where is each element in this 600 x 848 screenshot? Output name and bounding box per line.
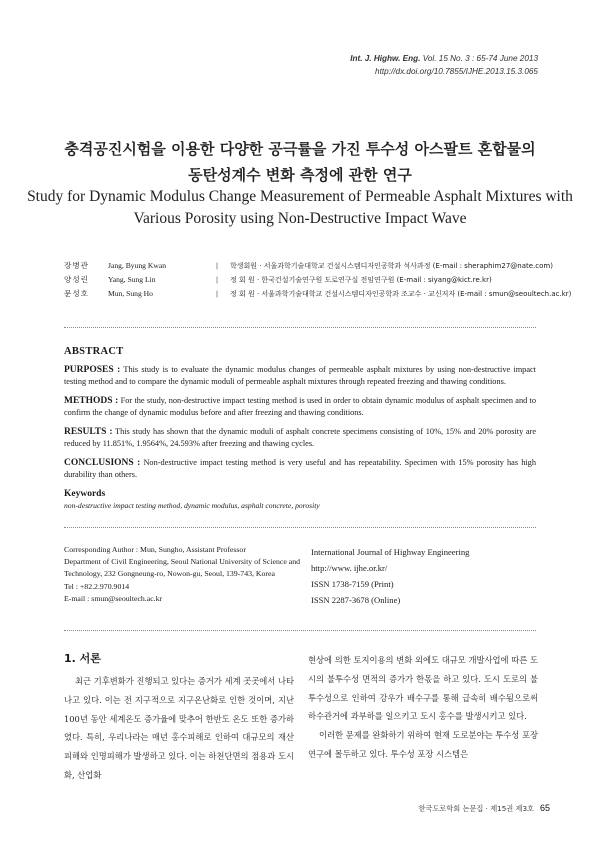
doi-link[interactable]: http://dx.doi.org/10.7855/IJHE.2013.15.3.065: [375, 67, 538, 76]
abstract-results: [64, 426, 536, 450]
journal-info-block: [311, 544, 541, 608]
english-title-line-1: Study for Dynamic Modulus Change Measurement of Permeable Asphalt Mixtures with: [27, 188, 573, 205]
corresponding-author-block: [64, 544, 304, 605]
english-title: [0, 186, 600, 230]
author-divider: |: [216, 289, 218, 298]
body-column-right: [308, 651, 538, 764]
author-affiliation: 학생회원 · 서울과학기술대학교 건설시스템디자인공학과 석사과정 (E-mail : sheraphim27@nate.com): [230, 262, 553, 270]
korean-title-line-2: 동탄성계수 변화 측정에 관한 연구: [188, 166, 412, 184]
abstract-heading: ABSTRACT: [64, 346, 124, 357]
issn-online: ISSN 2287-3678 (Online): [311, 595, 401, 605]
author-name-ko: 장병관: [64, 261, 90, 270]
section-heading: 1. 서론: [64, 652, 101, 665]
abstract-methods: [64, 395, 536, 419]
author-divider: |: [216, 275, 218, 284]
corresponding-line: Tel : +82.2.970.9014: [64, 581, 130, 591]
abstract-section: [64, 346, 536, 512]
corresponding-line: Corresponding Author : Mun, Sungho, Assistant Professor: [64, 545, 246, 554]
author-divider: |: [216, 261, 218, 270]
journal-name: International Journal of Highway Engineering: [311, 547, 470, 557]
footer-journal: 한국도로학회 논문집 · 제15권 제3호: [418, 804, 534, 813]
author-affiliation: 정 회 원 · 서울과학기술대학교 건설시스템디자인공학과 조교수 · 교신저자 (E-mail : smun@seoultech.ac.kr): [230, 290, 572, 298]
author-row: [64, 273, 571, 287]
author-list: [64, 259, 571, 301]
page-number: 65: [539, 803, 550, 813]
english-title-line-2: Various Porosity using Non-Destructive Impact Wave: [133, 210, 467, 227]
keywords-list: non-destructive impact testing method, dynamic modulus, asphalt concrete, porosity: [64, 501, 320, 510]
purposes-text: This study is to evaluate the dynamic modulus changes of permeable asphalt mixtures by using non-destructive impact testing method and to compare the dynamic moduli of permeable asphalt mixtures through repeated freezing and thawing conditions.: [64, 365, 536, 386]
body-column-left: [64, 672, 294, 785]
divider-dotted: [64, 630, 536, 631]
author-name-ko: 문성호: [64, 289, 90, 298]
author-name-en: Jang, Byung Kwan: [108, 261, 167, 270]
journal-header: [350, 52, 538, 78]
results-label: RESULTS :: [64, 427, 113, 437]
keywords-heading: Keywords: [64, 489, 106, 499]
abstract-conclusions: [64, 457, 536, 481]
conclusions-label: CONCLUSIONS :: [64, 458, 141, 468]
conclusions-text: Non-destructive impact testing method is very useful and has repeatability. Specimen with 15% porosity has high durability than others.: [64, 458, 536, 479]
body-paragraph: 이러한 문제를 완화하기 위하여 현재 도로분야는 투수성 포장 연구에 몰두하고 있다. 투수성 포장 시스템은: [308, 730, 538, 759]
journal-abbrev: Int. J. Highw. Eng.: [350, 54, 421, 63]
body-paragraph: 현상에 의한 토지이용의 변화 외에도 대규모 개발사업에 따른 도시의 불투수성 면적의 증가가 한몫을 하고 있다. 도시 도로의 불투수성으로 인하여 강우가 배수구를 통해 급속히 배수됨으로써 하수관거에 과부하를 일으키고 도시 홍수를 발생시키고 있다.: [308, 655, 538, 722]
author-affiliation: 정 회 원 · 한국건설기술연구원 도로연구실 전임연구원 (E-mail : siyang@kict.re.kr): [230, 276, 492, 284]
korean-title-line-1: 충격공진시험을 이용한 다양한 공극률을 가진 투수성 아스팔트 혼합물의: [64, 140, 536, 158]
journal-url[interactable]: http://www. ijhe.or.kr/: [311, 563, 388, 573]
author-name-en: Yang, Sung Lin: [108, 275, 156, 284]
corresponding-line: Department of Civil Engineering, Seoul National University of Science and: [64, 557, 301, 567]
page-footer: [419, 803, 550, 814]
corresponding-email: E-mail : smun@seoultech.ac.kr: [64, 593, 163, 603]
korean-title: [0, 136, 600, 188]
issn-print: ISSN 1738-7159 (Print): [311, 579, 394, 589]
author-row: [64, 287, 571, 301]
divider-dotted: [64, 327, 536, 328]
divider-dotted: [64, 527, 536, 528]
abstract-purposes: [64, 364, 536, 388]
author-name-ko: 양성린: [64, 275, 90, 284]
volume-info: Vol. 15 No. 3 : 65-74 June 2013: [422, 54, 538, 63]
author-name-en: Mun, Sung Ho: [108, 289, 153, 298]
purposes-label: PURPOSES :: [64, 365, 121, 375]
results-text: This study has shown that the dynamic moduli of asphalt concrete specimens consisting of 10%, 15% and 20% porosity are reduced by 11.851%, 1.9564%, 24.593% after freezing and thawing cycles.: [64, 427, 537, 448]
methods-label: METHODS :: [64, 396, 119, 406]
body-paragraph: 최근 기후변화가 진행되고 있다는 증거가 세계 곳곳에서 나타나고 있다. 이는 전 지구적으로 지구온난화로 인한 것이며, 지난 100년 동안 세계온도 증가율에 맞추어 한반도 온도 또한 증가하였다. 특히, 우리나라는 매년 홍수피해로 인하여 대규모의 재산피해와 인명피해가 발생하고 있다. 이는 하천단면의 점용과 도시화, 산업화: [64, 676, 294, 780]
corresponding-line: Technology, 232 Gongneung-ro, Nowon-gu, Seoul, 139-743, Korea: [64, 569, 275, 579]
methods-text: For the study, non-destructive impact testing method is used in order to obtain dynamic modulus of asphalt specimen and to confirm the change of dynamic modulus before and after freezing and thawing conditions.: [64, 396, 537, 417]
author-row: [64, 259, 571, 273]
